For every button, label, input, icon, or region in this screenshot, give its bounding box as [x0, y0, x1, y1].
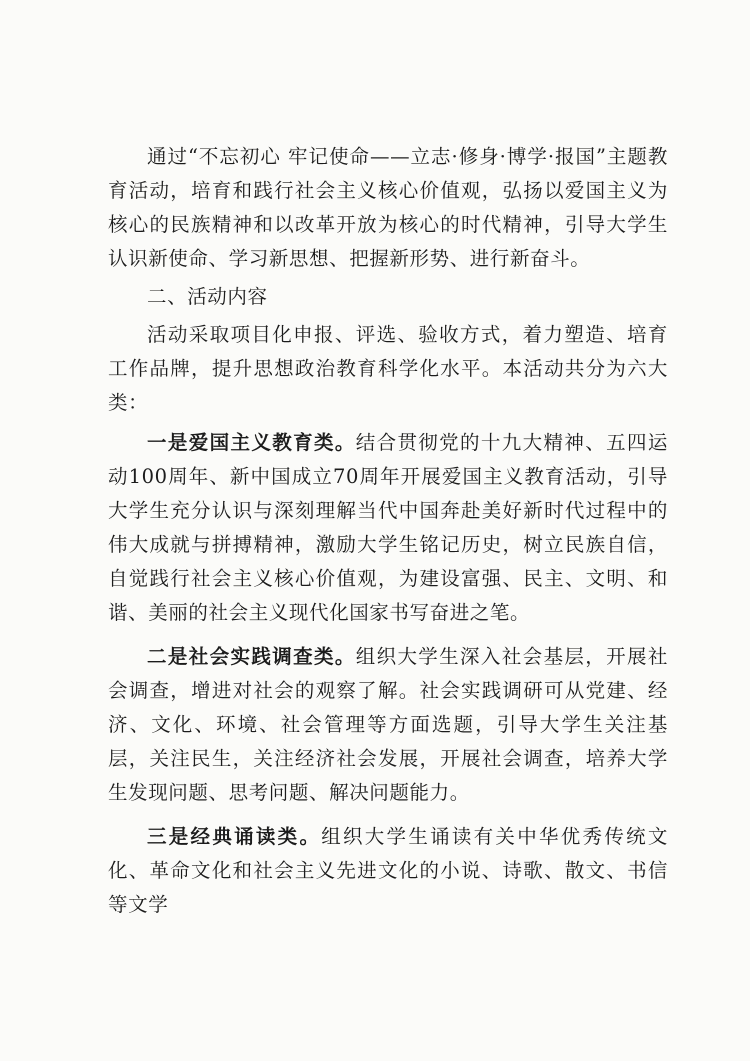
objective-text: 通过“不忘初心 牢记使命——立志·修身·博学·报国”主题教育活动，培育和践行社会主义核心价值观，弘扬以爱国主义为核心的民族精神和以改革开放为核心的时代精神，引导大学生认识新使命、学习新思想、把握新形势、进行新奋斗。 — [108, 145, 668, 270]
category-lead-3: 三是经典诵读类。 — [147, 825, 322, 848]
category-lead-2: 二是社会实践调查类。 — [147, 645, 356, 668]
category-paragraph-2 — [108, 640, 668, 810]
intro-paragraph: 活动采取项目化申报、评选、验收方式，着力塑造、培育工作品牌，提升思想政治教育科学化水平。本活动共分为六大类： — [108, 323, 668, 414]
objective-paragraph — [108, 140, 668, 276]
category-text-3: 组织大学生诵读有关中华优秀传统文化、革命文化和社会主义先进文化的小说、诗歌、散文、书信等文学 — [108, 825, 668, 916]
category-paragraph-3 — [108, 820, 668, 922]
category-text-2: 组织大学生深入社会基层，开展社会调查，增进对社会的观察了解。社会实践调研可从党建、经济、文化、环境、社会管理等方面选题，引导大学生关注基层，关注民生，关注经济社会发展，开展社会调查，培养大学生发现问题、思考问题、解决问题能力。 — [108, 645, 668, 804]
category-text-1: 结合贯彻党的十九大精神、五四运动100周年、新中国成立70周年开展爱国主义教育活动，引导大学生充分认识与深刻理解当代中国奔赴美好新时代过程中的伟大成就与拼搏精神，激励大学生铭记历史，树立民族自信，自觉践行社会主义核心价值观，为建设富强、民主、文明、和谐、美丽的社会主义现代化国家书写奋进之笔。 — [108, 431, 668, 624]
category-paragraph-1 — [108, 426, 668, 630]
section-heading: 二、活动内容 — [147, 285, 268, 308]
category-lead-1: 一是爱国主义教育类。 — [147, 431, 356, 454]
document-body — [108, 140, 668, 922]
